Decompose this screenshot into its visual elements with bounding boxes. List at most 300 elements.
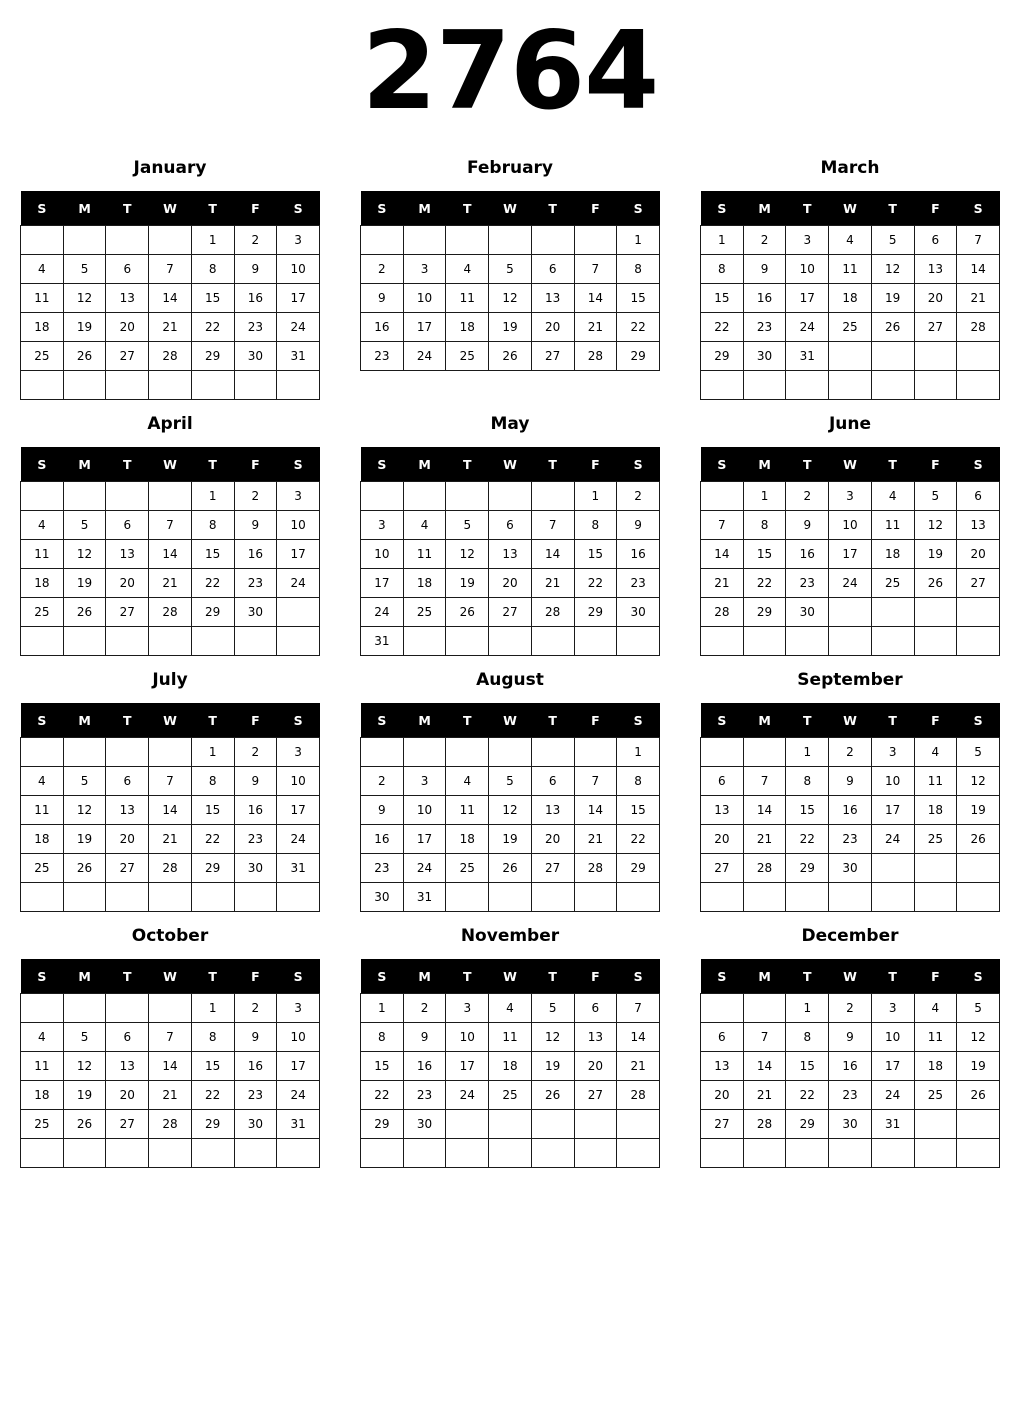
day-cell[interactable]: 29	[701, 342, 744, 371]
day-cell[interactable]: 5	[63, 1023, 106, 1052]
day-cell[interactable]: 24	[277, 825, 320, 854]
day-cell[interactable]: 9	[361, 284, 404, 313]
day-cell[interactable]: 23	[234, 313, 277, 342]
day-cell[interactable]: 30	[743, 342, 786, 371]
day-cell[interactable]: 30	[234, 342, 277, 371]
day-cell[interactable]: 3	[871, 994, 914, 1023]
day-cell[interactable]: 17	[786, 284, 829, 313]
day-cell[interactable]: 31	[871, 1110, 914, 1139]
day-cell[interactable]: 6	[489, 511, 532, 540]
day-cell[interactable]: 2	[829, 738, 872, 767]
day-cell[interactable]: 2	[361, 255, 404, 284]
day-cell[interactable]: 21	[743, 825, 786, 854]
day-cell[interactable]: 28	[574, 854, 617, 883]
day-cell[interactable]: 15	[701, 284, 744, 313]
day-cell[interactable]: 23	[743, 313, 786, 342]
day-cell[interactable]: 1	[786, 738, 829, 767]
day-cell[interactable]: 1	[191, 226, 234, 255]
day-cell[interactable]: 29	[191, 854, 234, 883]
day-cell[interactable]: 19	[531, 1052, 574, 1081]
day-cell[interactable]: 23	[829, 1081, 872, 1110]
day-cell[interactable]: 10	[786, 255, 829, 284]
day-cell[interactable]: 13	[957, 511, 1000, 540]
day-cell[interactable]: 5	[489, 255, 532, 284]
day-cell[interactable]: 21	[149, 313, 192, 342]
day-cell[interactable]: 26	[914, 569, 957, 598]
day-cell[interactable]: 29	[191, 1110, 234, 1139]
day-cell[interactable]: 28	[149, 854, 192, 883]
day-cell[interactable]: 19	[871, 284, 914, 313]
day-cell[interactable]: 2	[617, 482, 660, 511]
day-cell[interactable]: 26	[63, 854, 106, 883]
day-cell[interactable]: 12	[531, 1023, 574, 1052]
day-cell[interactable]: 7	[149, 511, 192, 540]
day-cell[interactable]: 8	[701, 255, 744, 284]
day-cell[interactable]: 5	[63, 511, 106, 540]
day-cell[interactable]: 23	[361, 342, 404, 371]
day-cell[interactable]: 7	[957, 226, 1000, 255]
day-cell[interactable]: 24	[277, 313, 320, 342]
day-cell[interactable]: 2	[234, 482, 277, 511]
day-cell[interactable]: 4	[21, 1023, 64, 1052]
day-cell[interactable]: 6	[531, 767, 574, 796]
day-cell[interactable]: 14	[957, 255, 1000, 284]
day-cell[interactable]: 9	[829, 767, 872, 796]
day-cell[interactable]: 1	[191, 994, 234, 1023]
day-cell[interactable]: 3	[871, 738, 914, 767]
day-cell[interactable]: 20	[701, 1081, 744, 1110]
day-cell[interactable]: 19	[63, 313, 106, 342]
day-cell[interactable]: 24	[871, 1081, 914, 1110]
day-cell[interactable]: 29	[361, 1110, 404, 1139]
day-cell[interactable]: 13	[489, 540, 532, 569]
day-cell[interactable]: 29	[191, 598, 234, 627]
day-cell[interactable]: 10	[277, 1023, 320, 1052]
day-cell[interactable]: 28	[701, 598, 744, 627]
day-cell[interactable]: 26	[489, 342, 532, 371]
day-cell[interactable]: 16	[743, 284, 786, 313]
day-cell[interactable]: 24	[871, 825, 914, 854]
day-cell[interactable]: 30	[829, 854, 872, 883]
day-cell[interactable]: 10	[277, 767, 320, 796]
day-cell[interactable]: 27	[489, 598, 532, 627]
day-cell[interactable]: 2	[234, 994, 277, 1023]
day-cell[interactable]: 22	[361, 1081, 404, 1110]
day-cell[interactable]: 18	[489, 1052, 532, 1081]
day-cell[interactable]: 29	[786, 1110, 829, 1139]
day-cell[interactable]: 21	[531, 569, 574, 598]
day-cell[interactable]: 24	[786, 313, 829, 342]
day-cell[interactable]: 2	[234, 738, 277, 767]
day-cell[interactable]: 20	[106, 1081, 149, 1110]
day-cell[interactable]: 27	[701, 1110, 744, 1139]
day-cell[interactable]: 4	[914, 738, 957, 767]
day-cell[interactable]: 8	[617, 767, 660, 796]
day-cell[interactable]: 8	[786, 767, 829, 796]
day-cell[interactable]: 23	[361, 854, 404, 883]
day-cell[interactable]: 11	[21, 284, 64, 313]
day-cell[interactable]: 20	[701, 825, 744, 854]
day-cell[interactable]: 13	[531, 284, 574, 313]
day-cell[interactable]: 14	[574, 284, 617, 313]
day-cell[interactable]: 25	[914, 1081, 957, 1110]
day-cell[interactable]: 3	[403, 255, 446, 284]
day-cell[interactable]: 19	[63, 569, 106, 598]
day-cell[interactable]: 20	[106, 825, 149, 854]
day-cell[interactable]: 14	[149, 796, 192, 825]
day-cell[interactable]: 16	[829, 796, 872, 825]
day-cell[interactable]: 24	[403, 854, 446, 883]
day-cell[interactable]: 26	[63, 1110, 106, 1139]
day-cell[interactable]: 24	[361, 598, 404, 627]
day-cell[interactable]: 14	[531, 540, 574, 569]
day-cell[interactable]: 22	[574, 569, 617, 598]
day-cell[interactable]: 28	[574, 342, 617, 371]
day-cell[interactable]: 1	[786, 994, 829, 1023]
day-cell[interactable]: 25	[21, 342, 64, 371]
day-cell[interactable]: 25	[403, 598, 446, 627]
day-cell[interactable]: 29	[617, 342, 660, 371]
day-cell[interactable]: 29	[191, 342, 234, 371]
day-cell[interactable]: 14	[149, 1052, 192, 1081]
day-cell[interactable]: 7	[701, 511, 744, 540]
day-cell[interactable]: 9	[786, 511, 829, 540]
day-cell[interactable]: 31	[277, 854, 320, 883]
day-cell[interactable]: 15	[786, 1052, 829, 1081]
day-cell[interactable]: 12	[489, 796, 532, 825]
day-cell[interactable]: 9	[361, 796, 404, 825]
day-cell[interactable]: 25	[829, 313, 872, 342]
day-cell[interactable]: 15	[786, 796, 829, 825]
day-cell[interactable]: 12	[957, 767, 1000, 796]
day-cell[interactable]: 15	[191, 796, 234, 825]
day-cell[interactable]: 29	[574, 598, 617, 627]
day-cell[interactable]: 24	[277, 569, 320, 598]
day-cell[interactable]: 5	[63, 767, 106, 796]
day-cell[interactable]: 10	[277, 255, 320, 284]
day-cell[interactable]: 2	[786, 482, 829, 511]
day-cell[interactable]: 17	[871, 796, 914, 825]
day-cell[interactable]: 17	[277, 796, 320, 825]
day-cell[interactable]: 6	[106, 1023, 149, 1052]
day-cell[interactable]: 16	[617, 540, 660, 569]
day-cell[interactable]: 20	[106, 313, 149, 342]
day-cell[interactable]: 19	[489, 313, 532, 342]
day-cell[interactable]: 8	[574, 511, 617, 540]
day-cell[interactable]: 30	[786, 598, 829, 627]
day-cell[interactable]: 28	[149, 598, 192, 627]
day-cell[interactable]: 12	[63, 540, 106, 569]
day-cell[interactable]: 18	[446, 825, 489, 854]
day-cell[interactable]: 11	[21, 540, 64, 569]
day-cell[interactable]: 10	[871, 767, 914, 796]
day-cell[interactable]: 19	[914, 540, 957, 569]
day-cell[interactable]: 15	[617, 796, 660, 825]
day-cell[interactable]: 11	[403, 540, 446, 569]
day-cell[interactable]: 8	[786, 1023, 829, 1052]
day-cell[interactable]: 22	[786, 825, 829, 854]
day-cell[interactable]: 23	[617, 569, 660, 598]
day-cell[interactable]: 17	[446, 1052, 489, 1081]
day-cell[interactable]: 16	[829, 1052, 872, 1081]
day-cell[interactable]: 24	[403, 342, 446, 371]
day-cell[interactable]: 4	[21, 255, 64, 284]
day-cell[interactable]: 25	[21, 854, 64, 883]
day-cell[interactable]: 23	[829, 825, 872, 854]
day-cell[interactable]: 21	[574, 313, 617, 342]
day-cell[interactable]: 15	[743, 540, 786, 569]
day-cell[interactable]: 28	[743, 1110, 786, 1139]
day-cell[interactable]: 27	[531, 854, 574, 883]
day-cell[interactable]: 5	[489, 767, 532, 796]
day-cell[interactable]: 8	[191, 767, 234, 796]
day-cell[interactable]: 15	[191, 284, 234, 313]
day-cell[interactable]: 5	[531, 994, 574, 1023]
day-cell[interactable]: 9	[234, 767, 277, 796]
day-cell[interactable]: 23	[234, 825, 277, 854]
day-cell[interactable]: 14	[701, 540, 744, 569]
day-cell[interactable]: 12	[871, 255, 914, 284]
day-cell[interactable]: 4	[446, 767, 489, 796]
day-cell[interactable]: 9	[234, 1023, 277, 1052]
day-cell[interactable]: 16	[786, 540, 829, 569]
day-cell[interactable]: 21	[617, 1052, 660, 1081]
day-cell[interactable]: 1	[701, 226, 744, 255]
day-cell[interactable]: 24	[277, 1081, 320, 1110]
day-cell[interactable]: 9	[743, 255, 786, 284]
day-cell[interactable]: 22	[786, 1081, 829, 1110]
day-cell[interactable]: 22	[743, 569, 786, 598]
day-cell[interactable]: 11	[914, 767, 957, 796]
day-cell[interactable]: 26	[446, 598, 489, 627]
day-cell[interactable]: 17	[403, 313, 446, 342]
day-cell[interactable]: 4	[871, 482, 914, 511]
day-cell[interactable]: 7	[743, 1023, 786, 1052]
day-cell[interactable]: 17	[829, 540, 872, 569]
day-cell[interactable]: 6	[106, 255, 149, 284]
day-cell[interactable]: 4	[21, 767, 64, 796]
day-cell[interactable]: 25	[871, 569, 914, 598]
day-cell[interactable]: 12	[957, 1023, 1000, 1052]
day-cell[interactable]: 28	[957, 313, 1000, 342]
day-cell[interactable]: 5	[63, 255, 106, 284]
day-cell[interactable]: 17	[361, 569, 404, 598]
day-cell[interactable]: 13	[701, 1052, 744, 1081]
day-cell[interactable]: 9	[829, 1023, 872, 1052]
day-cell[interactable]: 22	[617, 313, 660, 342]
day-cell[interactable]: 20	[531, 825, 574, 854]
day-cell[interactable]: 10	[277, 511, 320, 540]
day-cell[interactable]: 10	[829, 511, 872, 540]
day-cell[interactable]: 14	[743, 796, 786, 825]
day-cell[interactable]: 5	[957, 738, 1000, 767]
day-cell[interactable]: 28	[617, 1081, 660, 1110]
day-cell[interactable]: 11	[21, 1052, 64, 1081]
day-cell[interactable]: 6	[574, 994, 617, 1023]
day-cell[interactable]: 11	[446, 284, 489, 313]
day-cell[interactable]: 13	[531, 796, 574, 825]
day-cell[interactable]: 29	[617, 854, 660, 883]
day-cell[interactable]: 12	[63, 284, 106, 313]
day-cell[interactable]: 15	[191, 1052, 234, 1081]
day-cell[interactable]: 3	[277, 994, 320, 1023]
day-cell[interactable]: 25	[21, 1110, 64, 1139]
day-cell[interactable]: 11	[446, 796, 489, 825]
day-cell[interactable]: 24	[446, 1081, 489, 1110]
day-cell[interactable]: 19	[957, 1052, 1000, 1081]
day-cell[interactable]: 18	[914, 796, 957, 825]
day-cell[interactable]: 17	[871, 1052, 914, 1081]
day-cell[interactable]: 2	[403, 994, 446, 1023]
day-cell[interactable]: 21	[149, 825, 192, 854]
day-cell[interactable]: 13	[106, 1052, 149, 1081]
day-cell[interactable]: 11	[871, 511, 914, 540]
day-cell[interactable]: 27	[106, 854, 149, 883]
day-cell[interactable]: 27	[957, 569, 1000, 598]
day-cell[interactable]: 6	[531, 255, 574, 284]
day-cell[interactable]: 12	[63, 796, 106, 825]
day-cell[interactable]: 4	[446, 255, 489, 284]
day-cell[interactable]: 30	[361, 883, 404, 912]
day-cell[interactable]: 6	[914, 226, 957, 255]
day-cell[interactable]: 28	[531, 598, 574, 627]
day-cell[interactable]: 7	[743, 767, 786, 796]
day-cell[interactable]: 28	[149, 1110, 192, 1139]
day-cell[interactable]: 4	[914, 994, 957, 1023]
day-cell[interactable]: 21	[149, 1081, 192, 1110]
day-cell[interactable]: 17	[277, 284, 320, 313]
day-cell[interactable]: 7	[149, 767, 192, 796]
day-cell[interactable]: 1	[191, 482, 234, 511]
day-cell[interactable]: 19	[63, 1081, 106, 1110]
day-cell[interactable]: 20	[957, 540, 1000, 569]
day-cell[interactable]: 18	[914, 1052, 957, 1081]
day-cell[interactable]: 8	[743, 511, 786, 540]
day-cell[interactable]: 3	[446, 994, 489, 1023]
day-cell[interactable]: 21	[957, 284, 1000, 313]
day-cell[interactable]: 14	[149, 284, 192, 313]
day-cell[interactable]: 8	[191, 511, 234, 540]
day-cell[interactable]: 2	[743, 226, 786, 255]
day-cell[interactable]: 16	[234, 1052, 277, 1081]
day-cell[interactable]: 16	[403, 1052, 446, 1081]
day-cell[interactable]: 6	[701, 1023, 744, 1052]
day-cell[interactable]: 15	[574, 540, 617, 569]
day-cell[interactable]: 30	[234, 598, 277, 627]
day-cell[interactable]: 22	[701, 313, 744, 342]
day-cell[interactable]: 21	[701, 569, 744, 598]
day-cell[interactable]: 31	[277, 1110, 320, 1139]
day-cell[interactable]: 25	[446, 342, 489, 371]
day-cell[interactable]: 12	[489, 284, 532, 313]
day-cell[interactable]: 30	[617, 598, 660, 627]
day-cell[interactable]: 10	[361, 540, 404, 569]
day-cell[interactable]: 12	[63, 1052, 106, 1081]
day-cell[interactable]: 28	[149, 342, 192, 371]
day-cell[interactable]: 14	[743, 1052, 786, 1081]
day-cell[interactable]: 11	[489, 1023, 532, 1052]
day-cell[interactable]: 5	[871, 226, 914, 255]
day-cell[interactable]: 12	[914, 511, 957, 540]
day-cell[interactable]: 19	[489, 825, 532, 854]
day-cell[interactable]: 22	[191, 569, 234, 598]
day-cell[interactable]: 31	[361, 627, 404, 656]
day-cell[interactable]: 26	[489, 854, 532, 883]
day-cell[interactable]: 4	[403, 511, 446, 540]
day-cell[interactable]: 4	[21, 511, 64, 540]
day-cell[interactable]: 18	[21, 825, 64, 854]
day-cell[interactable]: 14	[574, 796, 617, 825]
day-cell[interactable]: 26	[957, 825, 1000, 854]
day-cell[interactable]: 14	[149, 540, 192, 569]
day-cell[interactable]: 27	[106, 598, 149, 627]
day-cell[interactable]: 6	[106, 511, 149, 540]
day-cell[interactable]: 8	[191, 255, 234, 284]
day-cell[interactable]: 7	[617, 994, 660, 1023]
day-cell[interactable]: 23	[403, 1081, 446, 1110]
day-cell[interactable]: 19	[446, 569, 489, 598]
day-cell[interactable]: 3	[829, 482, 872, 511]
day-cell[interactable]: 9	[617, 511, 660, 540]
day-cell[interactable]: 27	[106, 342, 149, 371]
day-cell[interactable]: 16	[234, 796, 277, 825]
day-cell[interactable]: 6	[106, 767, 149, 796]
day-cell[interactable]: 9	[234, 255, 277, 284]
day-cell[interactable]: 16	[361, 313, 404, 342]
day-cell[interactable]: 29	[743, 598, 786, 627]
day-cell[interactable]: 26	[957, 1081, 1000, 1110]
day-cell[interactable]: 17	[277, 540, 320, 569]
day-cell[interactable]: 22	[617, 825, 660, 854]
day-cell[interactable]: 2	[829, 994, 872, 1023]
day-cell[interactable]: 25	[914, 825, 957, 854]
day-cell[interactable]: 18	[21, 313, 64, 342]
day-cell[interactable]: 11	[21, 796, 64, 825]
day-cell[interactable]: 15	[617, 284, 660, 313]
day-cell[interactable]: 4	[829, 226, 872, 255]
day-cell[interactable]: 21	[574, 825, 617, 854]
day-cell[interactable]: 23	[786, 569, 829, 598]
day-cell[interactable]: 3	[361, 511, 404, 540]
day-cell[interactable]: 21	[149, 569, 192, 598]
day-cell[interactable]: 1	[191, 738, 234, 767]
day-cell[interactable]: 2	[361, 767, 404, 796]
day-cell[interactable]: 9	[403, 1023, 446, 1052]
day-cell[interactable]: 20	[106, 569, 149, 598]
day-cell[interactable]: 22	[191, 313, 234, 342]
day-cell[interactable]: 16	[361, 825, 404, 854]
day-cell[interactable]: 5	[914, 482, 957, 511]
day-cell[interactable]: 28	[743, 854, 786, 883]
day-cell[interactable]: 3	[403, 767, 446, 796]
day-cell[interactable]: 26	[63, 598, 106, 627]
day-cell[interactable]: 18	[871, 540, 914, 569]
day-cell[interactable]: 8	[617, 255, 660, 284]
day-cell[interactable]: 1	[617, 226, 660, 255]
day-cell[interactable]: 25	[21, 598, 64, 627]
day-cell[interactable]: 29	[786, 854, 829, 883]
day-cell[interactable]: 27	[574, 1081, 617, 1110]
day-cell[interactable]: 30	[234, 854, 277, 883]
day-cell[interactable]: 20	[531, 313, 574, 342]
day-cell[interactable]: 7	[574, 255, 617, 284]
day-cell[interactable]: 15	[361, 1052, 404, 1081]
day-cell[interactable]: 1	[361, 994, 404, 1023]
day-cell[interactable]: 24	[829, 569, 872, 598]
day-cell[interactable]: 13	[106, 540, 149, 569]
day-cell[interactable]: 18	[21, 569, 64, 598]
day-cell[interactable]: 18	[446, 313, 489, 342]
